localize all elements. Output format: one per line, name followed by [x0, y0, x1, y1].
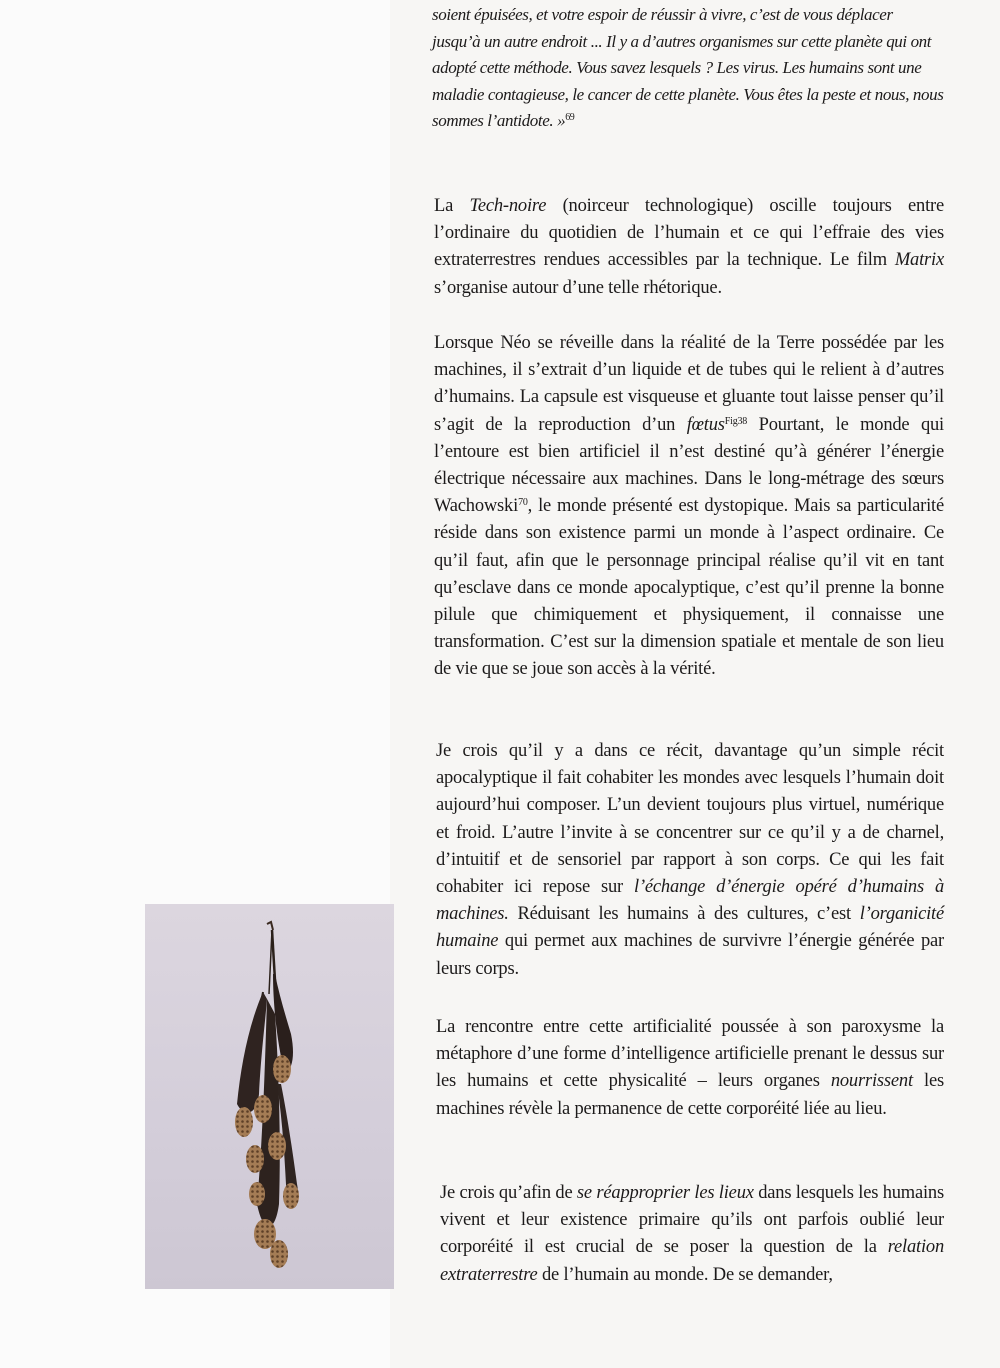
text: s’organise autour d’une telle rhétorique. — [434, 277, 722, 298]
italic-emphasis: nourrissent — [830, 1071, 913, 1092]
text: , le monde présenté est dystopique. Mais sa particularité réside dans son existence parmi un monde à l’aspect ordinaire. Ce qu’il faut, afin que le personnage principal réalise qu’il vit en tant qu’esclave dans ce monde apocalyptique, c’est qu’il prenne la bonne pilule que chimiquement et physiquement, il connaisse une transformation. C’est sur la dimension spatiale et mentale de son lieu de vie que se joue son accès à la vérité. — [434, 496, 944, 680]
italic-emphasis: l’organicité humaine — [436, 904, 944, 952]
italic-emphasis: se réapproprier les lieux — [576, 1183, 754, 1203]
text: Je crois qu’il y a dans ce récit, davantage qu’un simple récit apocalyptique il fait cohabiter les mondes avec lesquels l’humain doit aujourd’hui composer. L’un devient toujours plus virtuel, numérique et froid. L’autre l’invite à se concentrer sur ce qu’il y a de charnel, d’intuitif et de sensoriel par rapport à son corps. Ce qui les fait cohabiter ici repose sur — [436, 741, 944, 898]
epigraph-quote — [432, 0, 944, 135]
italic-emphasis: l’échange d’énergie opéré d’humains à machines. — [436, 877, 944, 925]
paragraph — [434, 330, 944, 684]
text-column — [432, 0, 944, 1285]
text: Je crois qu’afin de — [440, 1183, 577, 1203]
text: Pourtant, le monde qui l’entoure est bien artificiel il n’est destiné qu’à générer l’énergie électrique nécessaire aux machines. Dans le long-métrage des sœurs Wachowski — [434, 414, 944, 517]
figure-reference: Fig38 — [724, 415, 748, 427]
text: les machines révèle la permanence de cette corporéité liée au lieu. — [436, 1071, 944, 1119]
text: qui permet aux machines de survivre l’énergie générée par leurs corps. — [436, 931, 944, 979]
paragraph — [434, 193, 944, 302]
text: (noirceur technologique) oscille toujours entre l’ordinaire du quotidien de l’humain et ce qui l’effraie des vies extraterrestres rendues accessibles par la technique. Le film — [434, 196, 944, 271]
italic-term: Tech-noire — [469, 196, 547, 216]
italic-term: fœtus — [686, 414, 725, 435]
text: La rencontre entre cette artificialité poussée à son paroxysme la métaphore d’une forme d’intelligence artificielle prenant le dessus sur les humains et cette physicalité – leurs organes — [436, 1017, 944, 1092]
footnote-marker: 69 — [565, 112, 575, 123]
figure-photo-hanging-sculpture — [145, 904, 394, 1289]
text: dans lesquels les humains vivent et leur existence primaire qu’ils ont parfois oublié leur corporéité il est crucial de se poser la question de la — [440, 1183, 944, 1258]
paragraph — [436, 738, 944, 983]
italic-emphasis: relation extraterrestre — [440, 1237, 944, 1285]
paragraph — [436, 1014, 944, 1123]
text: Lorsque Néo se réveille dans la réalité de la Terre possédée par les machines, il s’extrait d’un liquide et de tubes qui le relient à d’autres d’humains. La capsule est visqueuse et gluante tout laisse penser qu’il s’agit de la reproduction d’un — [434, 333, 944, 435]
text: Réduisant les humains à des cultures, c’est — [508, 904, 860, 925]
text: de l’humain au monde. De se demander, — [537, 1264, 833, 1285]
paragraph — [440, 1180, 944, 1289]
hanging-pod-sculpture-image — [145, 904, 394, 1289]
quote-text: soient épuisées, et votre espoir de réussir à vivre, c’est de vous déplacer jusqu’à un autre endroit ... Il y a d’autres organismes sur cette planète qui ont adopté cette méthode. Vous savez lesquels ? Les virus. Les humains sont une maladie contagieuse, le cancer de cette planète. Vous êtes la peste et nous, nous sommes l’antidote. » — [432, 5, 944, 130]
text: La — [434, 196, 470, 216]
italic-film-title: Matrix — [894, 250, 944, 271]
footnote-marker: 70 — [518, 497, 528, 509]
